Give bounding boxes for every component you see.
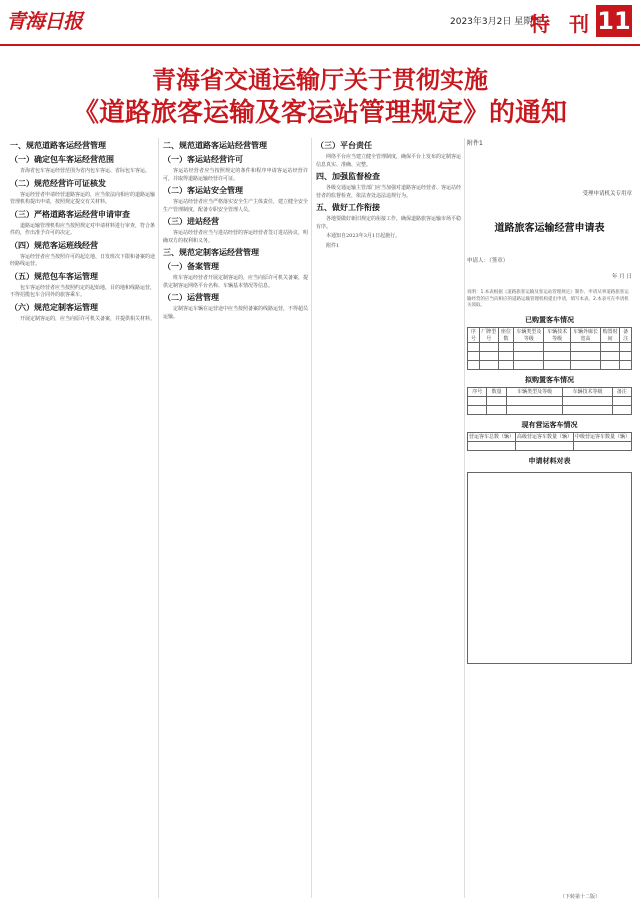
table-row <box>468 441 632 450</box>
purchased-vehicles-table <box>467 327 632 370</box>
article-column-2 <box>163 138 308 898</box>
table-row <box>468 405 632 414</box>
table-title: 现有营运客车情况 <box>521 420 578 429</box>
table-header-cell: 备注 <box>620 327 632 342</box>
subsection-heading: （六）规范定制客运管理 <box>10 302 98 312</box>
subsection-heading: （一）确定包车客运经营范围 <box>10 155 114 164</box>
table-row <box>468 342 632 351</box>
table-title: 已购置客车情况 <box>525 315 574 324</box>
table-header-cell: 中级营运客车数量（辆） <box>574 434 630 440</box>
table-header-cell: 序号 <box>468 387 487 396</box>
section-heading: 三、规范定制客运经营管理 <box>163 248 259 257</box>
table-header-cell: 备注 <box>612 387 631 396</box>
paragraph: 网络平台应当建立健全管理制度，确保平台上发布的定制客运信息真实、准确、完整。 <box>316 154 461 168</box>
continued-note: （下转第十二版） <box>560 894 601 900</box>
table-row <box>468 360 632 369</box>
paragraph: 定制客运车辆在运营途中应当按照备案的线路运营，不得超员运输。 <box>163 306 308 320</box>
form-title: 道路旅客运输经营申请表 <box>494 223 605 234</box>
headline-line-2: 《道路旅客运输及客运站管理规定》的通知 <box>72 98 567 128</box>
subsection-heading: （二）运营管理 <box>163 293 219 302</box>
column-divider <box>158 138 159 898</box>
page-number: 11 <box>597 7 631 35</box>
paragraph: 各级交通运输主管部门应当加强对道路客运经营者、客运站经营者的监督检查，依法查处违法违规行为。 <box>316 185 461 199</box>
paragraph: 各地要做好新旧规定的衔接工作，确保道路旅客运输市场平稳有序。 <box>316 216 461 230</box>
table-row <box>468 351 632 360</box>
table-title: 拟购置客车情况 <box>525 375 574 384</box>
table-header-row <box>468 387 632 396</box>
table-header-cell: 车辆类型及等级 <box>506 387 563 396</box>
table-header-row <box>468 432 632 441</box>
subsection-heading: （二）规范经营许可证核发 <box>10 178 106 188</box>
subsection-heading: （三）严格道路客运经营申请审查 <box>10 209 130 219</box>
current-vehicles-table <box>467 432 632 451</box>
column-divider <box>464 138 465 898</box>
section-heading: 五、做好工作衔接 <box>316 203 380 212</box>
subsection-heading: （二）客运站安全管理 <box>163 186 243 195</box>
form-applicant-label: 申请人：（签章） <box>467 258 509 264</box>
table-header-cell: 序号 <box>468 327 480 342</box>
section-name: 特 刊 <box>530 12 595 36</box>
paragraph: 客运站经营者应当严格落实安全生产主体责任，建立健全安全生产管理制度，配备专职安全管理人员。 <box>163 199 308 213</box>
section-heading: 四、加强监督检查 <box>316 172 380 181</box>
subsection-heading: （一）备案管理 <box>163 262 219 271</box>
table-header-cell: 营运客车总数（辆） <box>469 434 515 440</box>
issue-date: 2023年3月2日 星期四 <box>450 17 542 27</box>
table-row <box>468 396 632 405</box>
table-header-row <box>468 327 632 342</box>
table-title: 申请材料对表 <box>528 456 571 465</box>
table-header-cell: 高级营运客车数量（辆） <box>517 434 573 440</box>
planned-vehicles-table <box>467 387 632 415</box>
form-date-label: 年 月 日 <box>612 274 632 280</box>
table-header-cell: 车辆类型及等级 <box>514 327 544 342</box>
paragraph: 本通知自2023年3月1日起施行。 <box>326 233 401 239</box>
paragraph: 班车客运经营者开展定制客运的，应当向原许可机关备案，提供定制客运网络平台名称、车辆基本情况等信息。 <box>163 275 308 289</box>
paragraph: 客运经营者申请经营道路客运的，应当依法向相应的道路运输管理机构提出申请，按照规定提交有关材料。 <box>10 191 155 205</box>
table-header-cell: 厂牌型号 <box>479 327 498 342</box>
article-column-1 <box>10 138 155 898</box>
section-heading: 二、规范道路客运站经营管理 <box>163 141 267 150</box>
table-header-cell: 车辆外廓长宽高 <box>570 327 600 342</box>
table-header-cell: 购置时间 <box>601 327 620 342</box>
paragraph: 客运经营者应当按照许可的起讫地、日发班次下限和备案的途经路线运营。 <box>10 253 155 267</box>
subsection-heading: （一）客运站经营许可 <box>163 155 243 164</box>
paragraph: 道路运输管理机构应当按照规定对申请材料进行审查，符合条件的，作出准予许可的决定。 <box>10 222 155 236</box>
newspaper-logo: 青海日报 <box>6 9 82 33</box>
headline-line-1: 青海省交通运输厅关于贯彻实施 <box>152 65 488 94</box>
subsection-heading: （四）规范客运班线经营 <box>10 240 98 250</box>
paragraph: 包车客运经营者应当按照约定的起始地、目的地和线路运营，不得招揽包车合同外的旅客乘车。 <box>10 284 155 298</box>
subsection-heading: （三）进站经营 <box>163 217 219 226</box>
table-header-cell: 车辆技术等级 <box>544 327 571 342</box>
table-header-cell: 座位数 <box>498 327 513 342</box>
article-column-3 <box>316 138 461 898</box>
section-heading: 一、规范道路客运经营管理 <box>10 141 106 150</box>
paragraph: 客运站经营者应当与进站经营的客运经营者签订进站协议，明确双方的权利和义务。 <box>163 230 308 244</box>
paragraph: 开展定制客运的，应当向原许可机关备案，并提供相关材料。 <box>20 315 155 322</box>
form-org-stamp-label: 受理申请机关专用章 <box>582 191 632 197</box>
subsection-heading: （五）规范包车客运管理 <box>10 271 98 281</box>
form-notes: 说明：1.本表根据《道路旅客运输及客运站管理规定》制作，申请从事道路旅客运输经营的应当向相应的道路运输管理机构提出申请，填写本表。2.本表可在申请机关领取。 <box>467 290 629 308</box>
masthead <box>0 0 640 46</box>
application-form <box>467 138 632 898</box>
paragraph: 客运站经营者应当按照规定的条件和程序申请客运站经营许可，并取得道路运输经营许可证。 <box>163 168 308 182</box>
table-header-cell: 车辆技术等级 <box>563 387 612 396</box>
paragraph: 青海省包车客运经营范围为省内包车客运、省际包车客运。 <box>20 168 151 174</box>
column-divider <box>311 138 312 898</box>
form-attachment-label: 附件1 <box>467 140 483 147</box>
materials-checklist-box <box>467 472 632 664</box>
table-header-cell: 数量 <box>487 387 506 396</box>
subsection-heading: （三）平台责任 <box>316 141 372 150</box>
attachment-label: 附件1 <box>326 242 340 249</box>
